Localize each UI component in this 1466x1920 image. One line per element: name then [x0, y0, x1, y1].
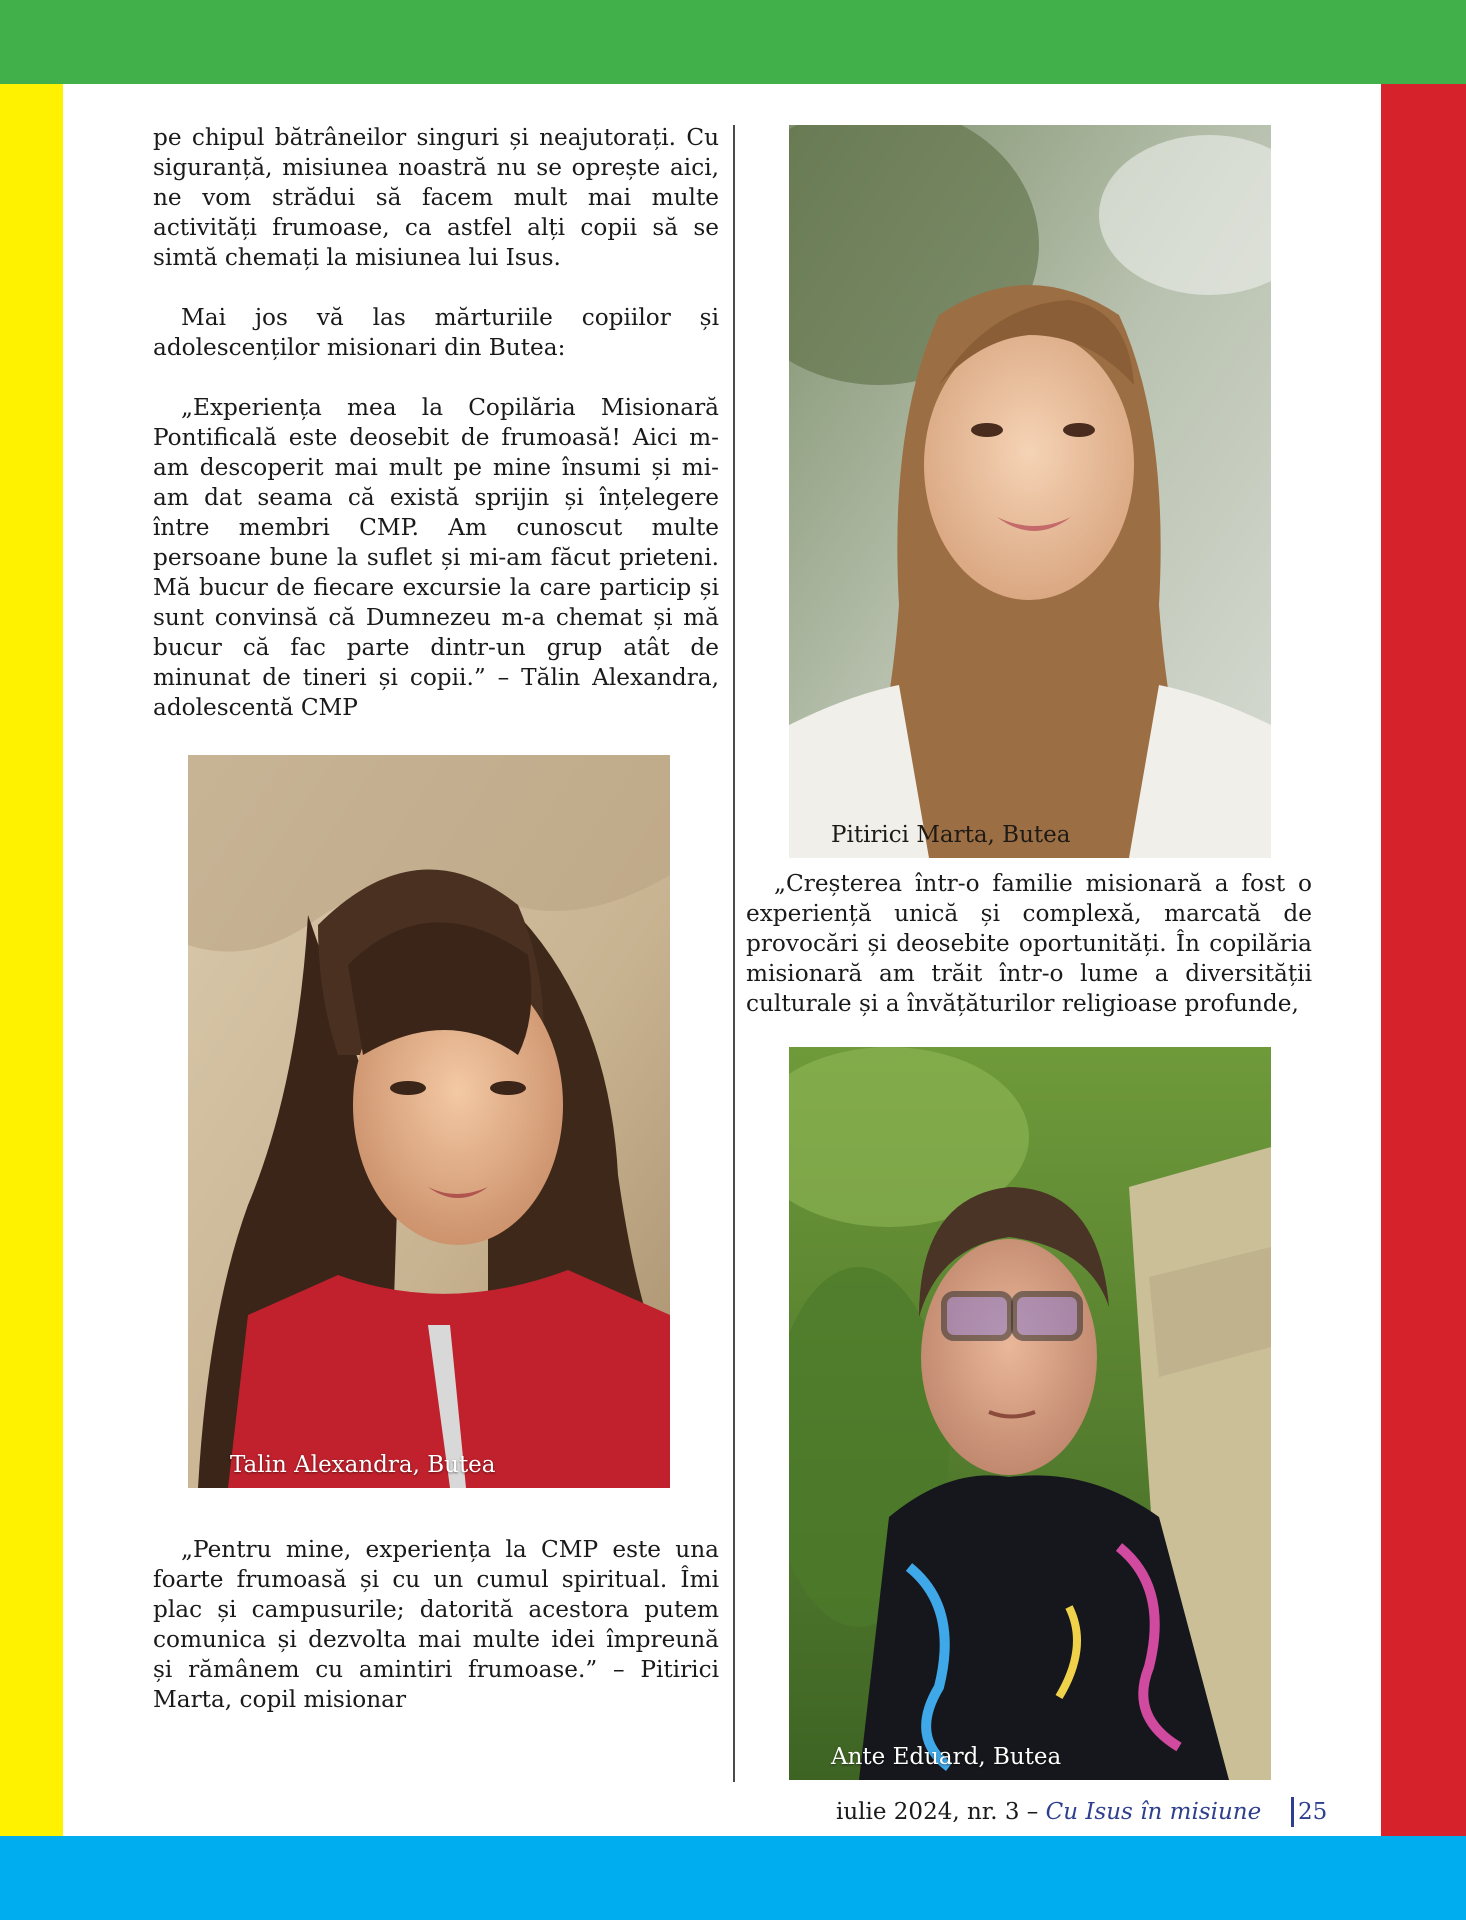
paragraph-testimony-talin: „Experiența mea la Copilăria Misionară Pontificală este deosebit de frumoasă! Aici m-am descoperit mai mult pe mine însumi și mi-am dat seama că există sprijin și înțelegere între membri CMP. Am cunoscut multe persoane bune la suflet și mi-am făcut prieteni. Mă bucur de fiecare excursie la care particip și sunt convinsă că Dumnezeu m-a chemat și mă bucur că fac parte dintr-un grup atât de minunat de tineri și copii.” – Tălin Alexandra, adolescentă CMP [153, 394, 719, 721]
caption-marta: Pitirici Marta, Butea [831, 822, 1071, 848]
page-number: 25 [1298, 1799, 1328, 1825]
paragraph-testimony-family: „Creșterea într-o familie misionară a fost o experiență unică și complexă, marcată de provocări și deosebite oportunități. În copilăria misionară am trăit într-o lume a diversității culturale și a învățăturilor religioase profunde, [746, 870, 1312, 1017]
right-color-band [1381, 84, 1466, 1836]
caption-talin: Talin Alexandra, Butea [230, 1452, 496, 1478]
page-number-bar [1291, 1797, 1294, 1827]
caption-ante: Ante Eduard, Butea [831, 1744, 1062, 1770]
footer-issue: iulie 2024, nr. 3 – [836, 1799, 1046, 1825]
paragraph-intro: pe chipul bătrâneilor singuri și neajutorați. Cu siguranță, misiunea noastră nu se oprește aici, ne vom strădui să facem mult mai multe activități frumoase, ca astfel alți copii să se simtă chemați la misiunea lui Isus. [153, 124, 719, 271]
footer-issue-line [836, 1797, 1261, 1827]
portrait-girl-wall-image [188, 755, 670, 1488]
column-divider [733, 125, 735, 1782]
photo-ante-eduard [789, 1047, 1271, 1780]
portrait-girl-trees-image [789, 125, 1271, 858]
paragraph-testimony-marta: „Pentru mine, experiența la CMP este una foarte frumoasă și cu un cumul spiritual. Îmi plac și campusurile; datorită acestora putem comunica și dezvolta mai multe idei împreună și rămânem cu amintiri frumoase.” – Pitirici Marta, copil misionar [153, 1536, 719, 1713]
footer-magazine-title: Cu Isus în misiune [1045, 1799, 1262, 1825]
left-color-band [0, 84, 63, 1836]
photo-talin-alexandra [188, 755, 670, 1488]
photo-pitirici-marta [789, 125, 1271, 858]
top-color-band [0, 0, 1466, 84]
portrait-boy-leaves-image [789, 1047, 1271, 1780]
bottom-color-band [0, 1836, 1466, 1920]
paragraph-testimonies-intro: Mai jos vă las mărturiile copiilor și adolescenților misionari din Butea: [153, 304, 719, 361]
